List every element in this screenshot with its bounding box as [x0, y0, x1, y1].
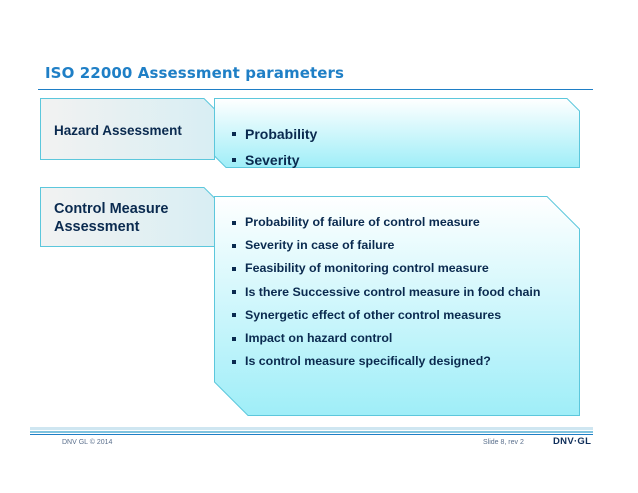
footer-slide-number: Slide 8, rev 2 — [483, 439, 524, 446]
control-measure-label — [54, 201, 168, 236]
slide-title: ISO 22000 Assessment parameters — [45, 64, 345, 82]
control-measure-label-line-2: Assessment — [54, 218, 140, 235]
bullet-probability-of-failure: Probability of failure of control measure — [232, 211, 540, 234]
bullet-specifically-designed: Is control measure specifically designed? — [232, 350, 540, 373]
footer-stripe-mid — [30, 431, 593, 433]
bullet-synergetic-effect: Synergetic effect of other control measures — [232, 304, 540, 327]
bullet-severity-of-failure: Severity in case of failure — [232, 234, 540, 257]
dnv-gl-logo: DNV·GL — [553, 436, 592, 447]
footer-copyright: DNV GL © 2014 — [62, 439, 113, 446]
hazard-assessment-bullet-list — [232, 121, 317, 173]
bullet-probability: Probability — [232, 121, 317, 147]
footer-stripe-light — [30, 427, 593, 430]
footer-stripe-dark — [30, 434, 593, 435]
bullet-successive-control: Is there Successive control measure in food chain — [232, 281, 540, 304]
title-underline — [38, 89, 593, 90]
control-measure-bullet-list — [232, 211, 540, 373]
bullet-impact-hazard: Impact on hazard control — [232, 327, 540, 350]
control-measure-label-line-1: Control Measure — [54, 201, 169, 217]
bullet-feasibility-monitoring: Feasibility of monitoring control measure — [232, 257, 540, 280]
hazard-assessment-label: Hazard Assessment — [54, 123, 182, 138]
bullet-severity: Severity — [232, 147, 317, 173]
